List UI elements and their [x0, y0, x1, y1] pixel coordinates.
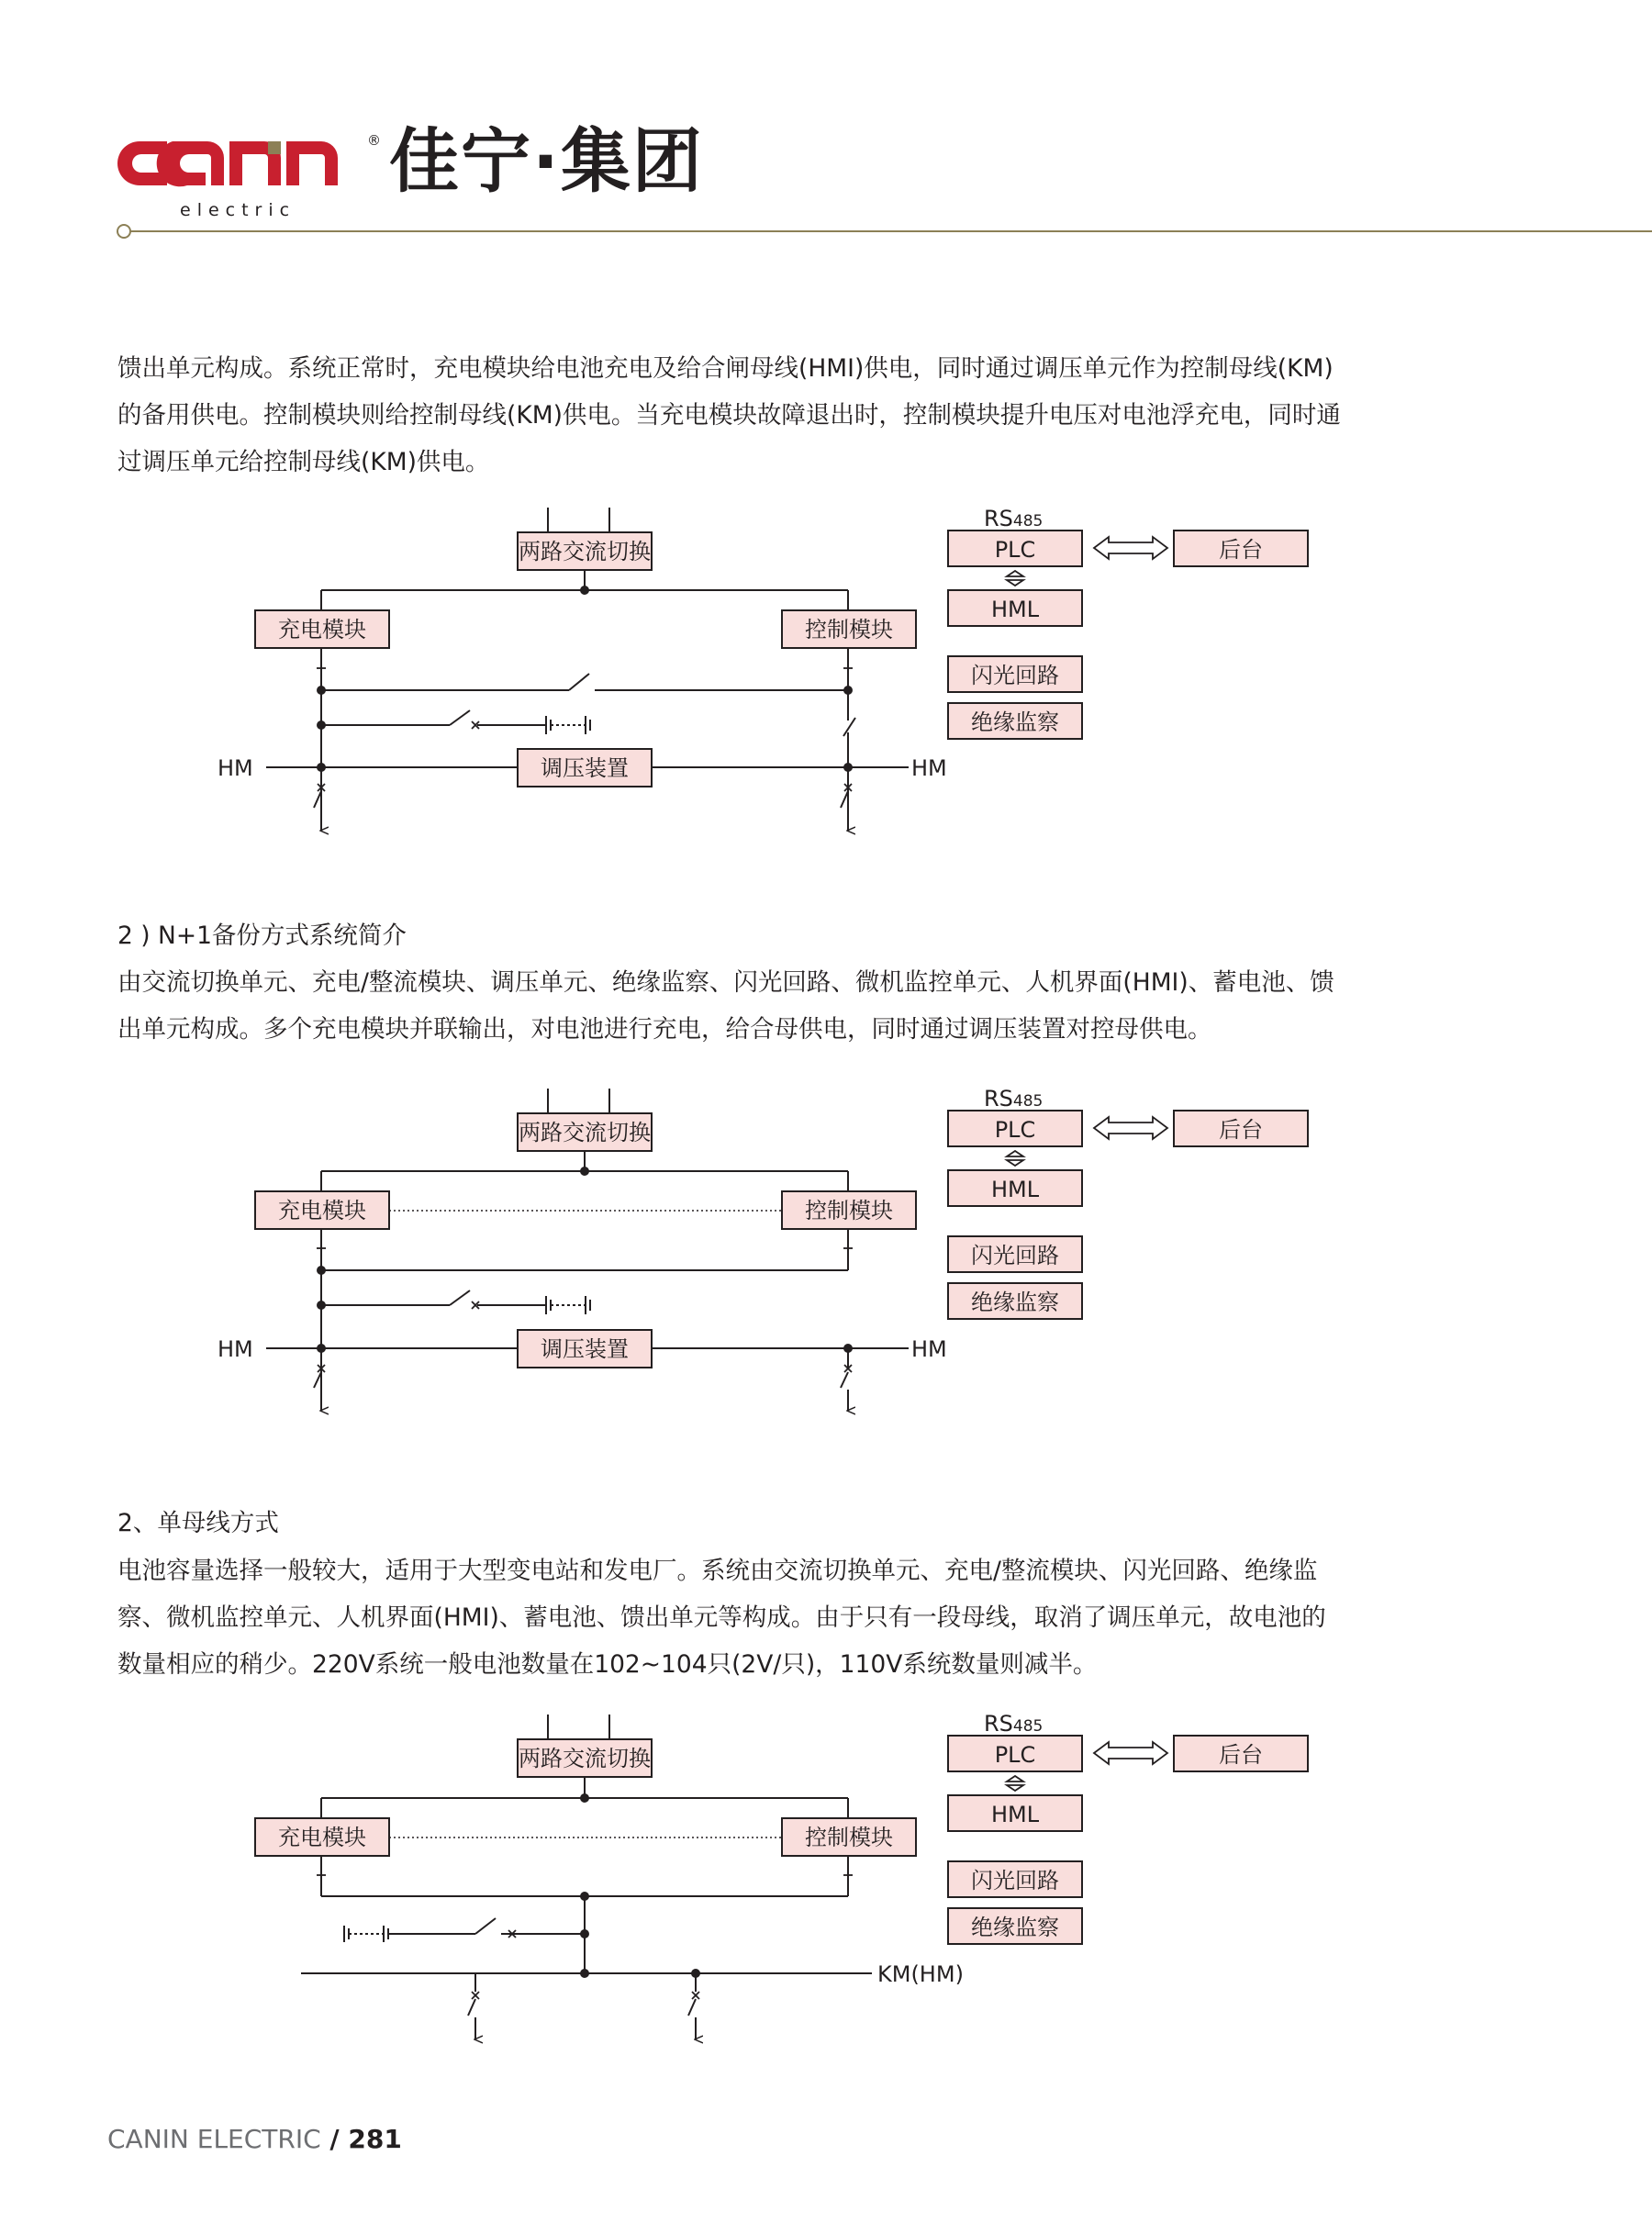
charge-module-label: 充电模块: [278, 1825, 366, 1850]
section-single-title: 2、单母线方式: [117, 1509, 279, 1537]
section-n1-line: 出单元构成。多个充电模块并联输出，对电池进行充电，给合母供电，同时通过调压装置对控母供电。: [117, 1015, 1212, 1044]
intro-line: 的备用供电。控制模块则给控制母线(KM)供电。当充电模块故障退出时，控制模块提升电压对电池浮充电，同时通: [117, 401, 1341, 430]
plc-label: PLC: [994, 1117, 1036, 1143]
registered-mark: ®: [367, 132, 381, 149]
backend-label: 后台: [1219, 1117, 1263, 1143]
section-n1-line: 由交流切换单元、充电/整流模块、调压单元、绝缘监察、闪光回路、微机监控单元、人机界面(HMI)、蓄电池、馈: [117, 968, 1334, 997]
rs485-label: RS485: [984, 506, 1044, 531]
footer-separator: /: [320, 2124, 349, 2154]
section-n1-title: 2 ) N+1备份方式系统简介: [117, 922, 407, 950]
brand-chinese-name: 佳宁·集团: [389, 120, 704, 202]
section-single-line: 数量相应的稍少。220V系统一般电池数量在102~104只(2V/只)，110V系统数量则减半。: [117, 1650, 1098, 1679]
control-module-label: 控制模块: [805, 617, 893, 642]
section-single-paragraph: [117, 1547, 1448, 1688]
intro-line: 馈出单元构成。系统正常时，充电模块给电池充电及给合闸母线(HMI)供电，同时通过调压单元作为控制母线(KM): [117, 354, 1334, 383]
section-n1-paragraph: [117, 959, 1448, 1053]
intro-line: 过调压单元给控制母线(KM)供电。: [117, 448, 490, 476]
backend-label: 后台: [1219, 537, 1263, 563]
hm-left-label: HM: [218, 755, 253, 781]
header-rule: [116, 222, 1652, 240]
diagram-single-bus: [0, 1702, 1652, 2050]
control-module-label: 控制模块: [805, 1198, 893, 1223]
plc-label: PLC: [994, 537, 1036, 563]
diagram-dual-bus: [0, 496, 1652, 844]
footer-company: CANIN ELECTRIC: [107, 2124, 321, 2154]
hml-label: HML: [990, 597, 1040, 622]
control-module-label: 控制模块: [805, 1825, 893, 1850]
ac-switch-label: 两路交流切换: [519, 539, 651, 564]
km-hm-label: KM(HM): [877, 1961, 964, 1987]
rs485-label: RS485: [984, 1711, 1044, 1737]
hml-label: HML: [990, 1802, 1040, 1827]
rs485-label: RS485: [984, 1086, 1044, 1111]
insulation-monitor-label: 绝缘监察: [971, 1915, 1059, 1940]
ac-switch-label: 两路交流切换: [519, 1746, 651, 1771]
plc-label: PLC: [994, 1742, 1036, 1768]
section-single-line: 察、微机监控单元、人机界面(HMI)、蓄电池、馈出单元等构成。由于只有一段母线，取消了调压单元，故电池的: [117, 1603, 1326, 1632]
regulator-label: 调压装置: [541, 755, 629, 781]
ac-switch-label: 两路交流切换: [519, 1120, 651, 1145]
diagram-n1-backup: [0, 1076, 1652, 1424]
page-footer: [107, 2124, 402, 2154]
flash-circuit-label: 闪光回路: [971, 663, 1059, 688]
flash-circuit-label: 闪光回路: [971, 1243, 1059, 1268]
charge-module-label: 充电模块: [278, 617, 366, 642]
section-single-line: 电池容量选择一般较大，适用于大型变电站和发电厂。系统由交流切换单元、充电/整流模块、闪光回路、绝缘监: [117, 1557, 1318, 1585]
hm-right-label: HM: [911, 755, 947, 781]
flash-circuit-label: 闪光回路: [971, 1868, 1059, 1893]
backend-label: 后台: [1219, 1742, 1263, 1768]
hm-right-label: HM: [911, 1336, 947, 1362]
intro-paragraph: [117, 345, 1448, 486]
charge-module-label: 充电模块: [278, 1198, 366, 1223]
brand-subtitle: electric: [180, 200, 296, 220]
page-number: 281: [348, 2124, 402, 2154]
insulation-monitor-label: 绝缘监察: [971, 1290, 1059, 1315]
hml-label: HML: [990, 1177, 1040, 1202]
hm-left-label: HM: [218, 1336, 253, 1362]
canin-logo: [116, 134, 368, 200]
insulation-monitor-label: 绝缘监察: [971, 709, 1059, 735]
regulator-label: 调压装置: [541, 1336, 629, 1362]
